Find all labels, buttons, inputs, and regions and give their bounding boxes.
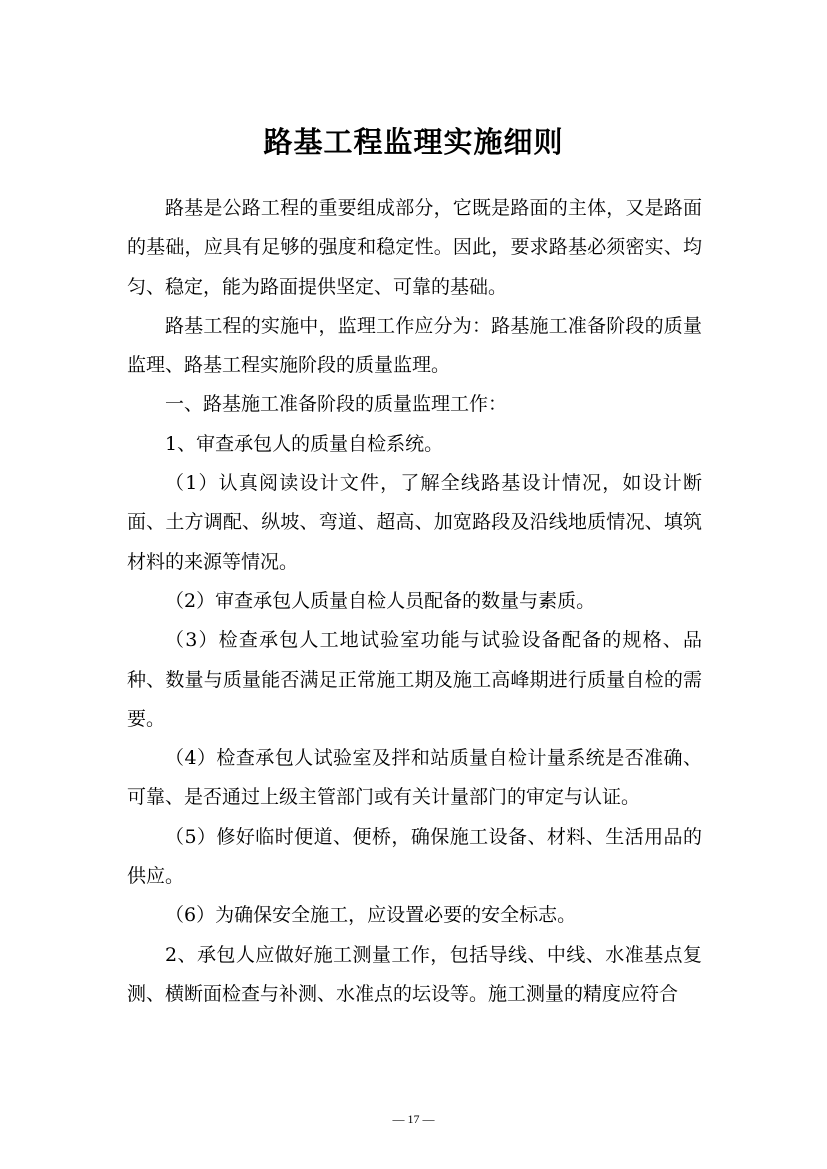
sub-item-4: （4）检查承包人试验室及拌和站质量自检计量系统是否准确、可靠、是否通过上级主管部门或有关计量部门的审定与认证。 xyxy=(127,747,702,809)
sub-item-6: （6）为确保安全施工，应设置必要的安全标志。 xyxy=(165,904,577,927)
document-title: 路基工程监理实施细则 xyxy=(263,125,564,160)
sub-item-1: （1）认真阅读设计文件，了解全线路基设计情况，如设计断面、土方调配、纵坡、弯道、超高、加宽路段及沿线地质情况、填筑材料的来源等情况。 xyxy=(127,472,702,573)
item-heading-1: 1、审查承包人的质量自检系统。 xyxy=(165,432,444,455)
sub-item-5: （5）修好临时便道、便桥，确保施工设备、材料、生活用品的供应。 xyxy=(127,825,702,888)
document-body xyxy=(127,189,702,1014)
paragraph-roadbed-intro: 路基是公路工程的重要组成部分，它既是路面的主体，又是路面的基础，应具有足够的强度和稳定性。因此，要求路基必须密实、均匀、稳定，能为路面提供坚定、可靠的基础。 xyxy=(127,197,702,298)
item-heading-2: 2、承包人应做好施工测量工作，包括导线、中线、水准基点复测、横断面检查与补测、水准点的坛设等。施工测量的精度应符合 xyxy=(127,943,702,1005)
sub-item-3: （3）检查承包人工地试验室功能与试验设备配备的规格、品种、数量与质量能否满足正常施工期及施工高峰期进行质量自检的需要。 xyxy=(127,629,702,730)
page-number: — 17 — xyxy=(392,1112,435,1126)
sub-item-2: （2）审查承包人质量自检人员配备的数量与素质。 xyxy=(165,589,596,612)
paragraph-supervision-phases: 路基工程的实施中，监理工作应分为：路基施工准备阶段的质量监理、路基工程实施阶段的质量监理。 xyxy=(127,314,702,377)
section-heading-preparation: 一、路基施工准备阶段的质量监理工作： xyxy=(165,393,508,416)
